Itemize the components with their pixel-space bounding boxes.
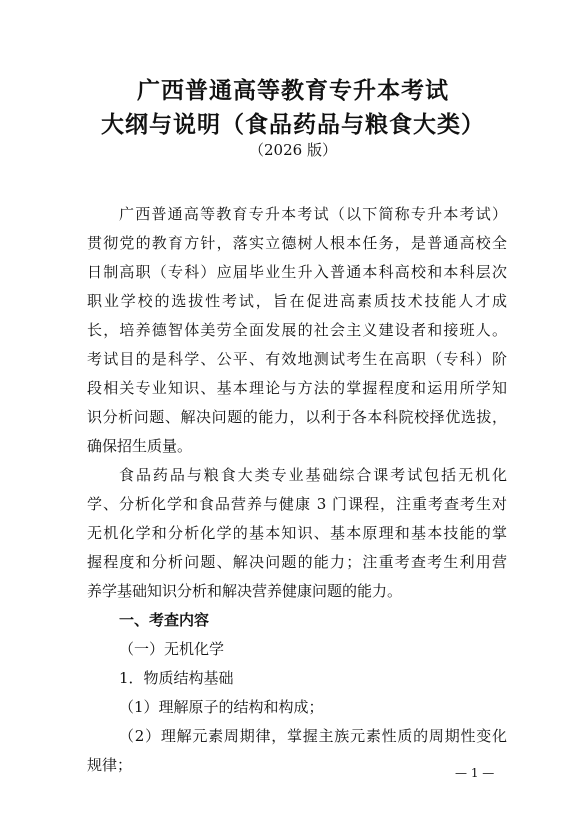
edition-label: （2026 版） <box>249 141 337 159</box>
page-number: — 1 — <box>455 766 495 780</box>
text-line: 养学基础知识分析和解决营养健康问题的能力。 <box>87 582 403 600</box>
text-line: 考试目的是科学、公平、有效地测试考生在高职（专科）阶 <box>87 350 507 368</box>
text-line: 广西普通高等教育专升本考试（以下简称专升本考试） <box>119 205 507 223</box>
text-line: 无机化学和分析化学的基本知识、基本原理和基本技能的掌 <box>87 524 507 542</box>
text-line: 长，培养德智体美劳全面发展的社会主义建设者和接班人。 <box>87 321 507 339</box>
text-line: 学、分析化学和食品营养与健康 3 门课程，注重考查考生对 <box>87 495 507 513</box>
text-line: 日制高职（专科）应届毕业生升入普通本科高校和本科层次 <box>87 263 507 281</box>
text-line: 职业学校的选拔性考试，旨在促进高素质技术技能人才成 <box>87 292 507 310</box>
text-line: 识分析问题、解决问题的能力，以利于各本科院校择优选拔， <box>87 408 507 426</box>
topic-heading: 1．物质结构基础 <box>119 669 234 687</box>
list-item-continuation: 规律； <box>87 756 133 774</box>
text-line: 确保招生质量。 <box>87 437 193 455</box>
document-title-line2: 大纲与说明（食品药品与粮食大类） <box>101 111 485 138</box>
section-heading: 一、考查内容 <box>119 611 210 629</box>
text-line: 握程度和分析问题、解决问题的能力；注重考查考生利用营 <box>87 553 507 571</box>
subsection-heading: （一）无机化学 <box>119 640 225 658</box>
list-item: （2）理解元素周期律，掌握主族元素性质的周期性变化 <box>119 727 507 745</box>
list-item: （1）理解原子的结构和构成； <box>119 698 324 716</box>
text-line: 贯彻党的教育方针，落实立德树人根本任务，是普通高校全 <box>87 234 507 252</box>
text-line: 食品药品与粮食大类专业基础综合课考试包括无机化 <box>119 466 507 484</box>
text-line: 段相关专业知识、基本理论与方法的掌握程度和运用所学知 <box>87 379 507 397</box>
document-title-line1: 广西普通高等教育专升本考试 <box>137 77 449 104</box>
